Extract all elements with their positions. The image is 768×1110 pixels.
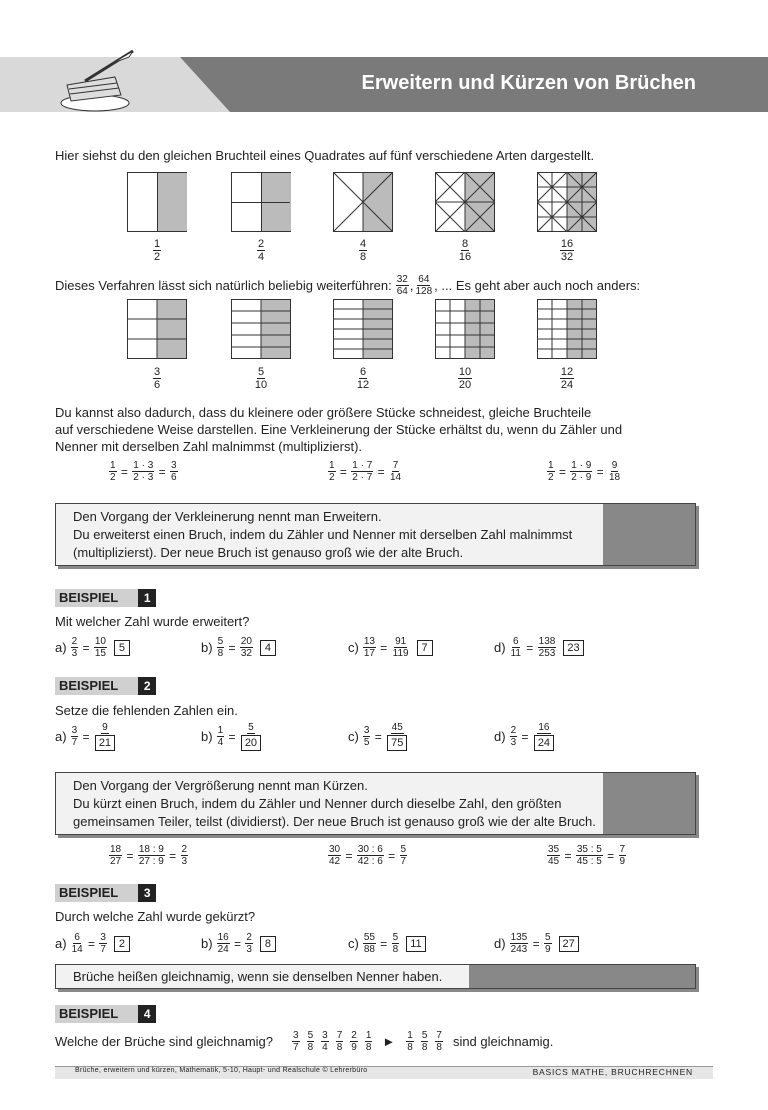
info-box-erweitern: [55, 503, 696, 566]
footer-right: BASICS MATHE, BRUCHRECHNEN: [532, 1067, 693, 1077]
fraction: $\frac{5}{10}$: [254, 366, 268, 392]
example-item: a) $\frac{2}{3}$ = $\frac{10}{15}$ 5: [55, 636, 130, 659]
footer-left: Brüche, erweitern und kürzen, Mathematik, 5-10, Haupt- und Realschule © Lehrerbüro: [75, 1067, 368, 1074]
fraction: $\frac{3}{6}$: [153, 366, 161, 392]
answer-box[interactable]: 23: [563, 640, 583, 656]
info-line: gemeinsamen Teiler, teilst (dividierst). Der neue Bruch ist genauso groß wie der alte Bruch.: [73, 814, 596, 829]
square-twentieths: [435, 299, 495, 359]
example-heading: BEISPIEL 2: [55, 677, 156, 695]
square-half: [127, 172, 187, 232]
square-eighths: [333, 172, 393, 232]
continue-text: Dieses Verfahren lässt sich natürlich beliebig weiterführen: $\frac{32}{64}$ , $\frac{64}{128}$ , ... Es geht aber auch noch anders:: [55, 274, 641, 297]
example-question: Setze die fehlenden Zahlen ein.: [55, 703, 238, 718]
fraction: $\frac{4}{8}$: [359, 238, 367, 264]
example-question-row: Welche der Brüche sind gleichnamig? $\frac{3}{7}$ $\frac{5}{8}$ $\frac{3}{4}$ $\frac{7}{8}$ $\frac{2}{9}$ $\frac{1}{8}$ ► $\frac{1}{8}$ $\frac{5}{8}$ $\frac{7}{8}$ sind gleichnamig.: [55, 1030, 554, 1053]
cake-knife-icon: [55, 45, 135, 115]
fraction: $\frac{16}{32}$: [560, 238, 574, 264]
div-example: $\frac{35}{45}$ = $\frac{35 : 5}{45 : 5}$ = $\frac{7}{9}$: [548, 844, 626, 867]
fraction: $\frac{12}{24}$: [560, 366, 574, 392]
fraction: $\frac{10}{20}$: [458, 366, 472, 392]
example-item: c) $\frac{13}{17}$ = $\frac{91}{119}$ 7: [348, 636, 433, 659]
fraction: $\frac{8}{16}$: [458, 238, 472, 264]
mult-example: $\frac{1}{2}$ = $\frac{1 \cdot 7}{2 \cdot 7}$ = $\frac{7}{14}$: [329, 460, 402, 483]
paragraph-line: Nenner mit derselben Zahl malnimmst (multiplizierst).: [55, 439, 363, 454]
example-item: b) $\frac{1}{4}$ = $\frac{5}{20}$: [201, 722, 263, 751]
example-item: c) $\frac{55}{88}$ = $\frac{5}{8}$ 11: [348, 932, 426, 955]
answer-box[interactable]: 27: [559, 936, 579, 952]
answer-box[interactable]: 4: [260, 640, 276, 656]
mult-example: $\frac{1}{2}$ = $\frac{1 \cdot 9}{2 \cdot 9}$ = $\frac{9}{18}$: [548, 460, 621, 483]
square-twelfths: [333, 299, 393, 359]
example-item: a) $\frac{6}{14}$ = $\frac{3}{7}$ 2: [55, 932, 130, 955]
info-box-kuerzen: [55, 772, 696, 835]
arrow-right-icon: ►: [382, 1034, 396, 1049]
square-sixteenths: [435, 172, 495, 232]
example-question: Mit welcher Zahl wurde erweitert?: [55, 614, 250, 629]
answer-box[interactable]: 21: [95, 735, 115, 751]
div-example: $\frac{18}{27}$ = $\frac{18 : 9}{27 : 9}$ = $\frac{2}{3}$: [110, 844, 188, 867]
page-title: Erweitern und Kürzen von Brüchen: [361, 72, 696, 94]
example-item: b) $\frac{16}{24}$ = $\frac{2}{3}$ 8: [201, 932, 276, 955]
square-tenths: [231, 299, 291, 359]
fraction: $\frac{1}{2}$: [153, 238, 161, 264]
answer-box[interactable]: 20: [241, 735, 261, 751]
info-line: (multiplizierst). Der neue Bruch ist genauso groß wie der alte Bruch.: [73, 545, 464, 560]
example-item: a) $\frac{3}{7}$ = $\frac{9}{21}$: [55, 722, 117, 751]
answer-box[interactable]: 7: [417, 640, 433, 656]
example-heading: BEISPIEL 4: [55, 1005, 156, 1023]
example-item: b) $\frac{5}{8}$ = $\frac{20}{32}$ 4: [201, 636, 276, 659]
div-example: $\frac{30}{42}$ = $\frac{30 : 6}{42 : 6}$ = $\frac{5}{7}$: [329, 844, 407, 867]
answer-box[interactable]: 11: [406, 936, 425, 952]
fraction: $\frac{2}{4}$: [257, 238, 265, 264]
square-thirtyseconds: [537, 172, 597, 232]
example-heading: BEISPIEL 3: [55, 884, 156, 902]
square-quarters: [231, 172, 291, 232]
example-item: d) $\frac{2}{3}$ = $\frac{16}{24}$: [494, 722, 556, 751]
example-question: Durch welche Zahl wurde gekürzt?: [55, 909, 256, 924]
answer-box[interactable]: 8: [260, 936, 276, 952]
example-heading: BEISPIEL 1: [55, 589, 156, 607]
info-line: Den Vorgang der Vergrößerung nennt man Kürzen.: [73, 778, 368, 793]
example-item: c) $\frac{3}{5}$ = $\frac{45}{75}$: [348, 722, 409, 751]
answer-box[interactable]: 75: [387, 735, 407, 751]
example-item: d) $\frac{135}{243}$ = $\frac{5}{9}$ 27: [494, 932, 579, 955]
answer-box[interactable]: 5: [114, 640, 130, 656]
info-line: Du kürzt einen Bruch, indem du Zähler und Nenner durch dieselbe Zahl, den größten: [73, 796, 562, 811]
intro-text: Hier siehst du den gleichen Bruchteil eines Quadrates auf fünf verschiedene Arten dargestellt.: [55, 148, 595, 163]
square-twentyfourths: [537, 299, 597, 359]
info-box-gleichnamig: [55, 964, 696, 989]
answer-box[interactable]: 24: [534, 735, 554, 751]
fraction: $\frac{6}{12}$: [356, 366, 370, 392]
info-line: Du erweiterst einen Bruch, indem du Zähler und Nenner mit derselben Zahl malnimmst: [73, 527, 573, 542]
info-line: Den Vorgang der Verkleinerung nennt man Erweitern.: [73, 509, 382, 524]
paragraph-line: Du kannst also dadurch, dass du kleinere oder größere Stücke schneidest, gleiche Bruchteile: [55, 405, 592, 420]
paragraph-line: auf verschiedene Weise darstellen. Eine Verkleinerung der Stücke erhältst du, wenn du Zähler und: [55, 422, 623, 437]
answer-box[interactable]: 2: [114, 936, 130, 952]
info-line: Brüche heißen gleichnamig, wenn sie denselben Nenner haben.: [73, 969, 443, 984]
mult-example: $\frac{1}{2}$ = $\frac{1 \cdot 3}{2 \cdot 3}$ = $\frac{3}{6}$: [110, 460, 177, 483]
example-item: d) $\frac{6}{11}$ = $\frac{138}{253}$ 23: [494, 636, 584, 659]
square-sixths: [127, 299, 187, 359]
